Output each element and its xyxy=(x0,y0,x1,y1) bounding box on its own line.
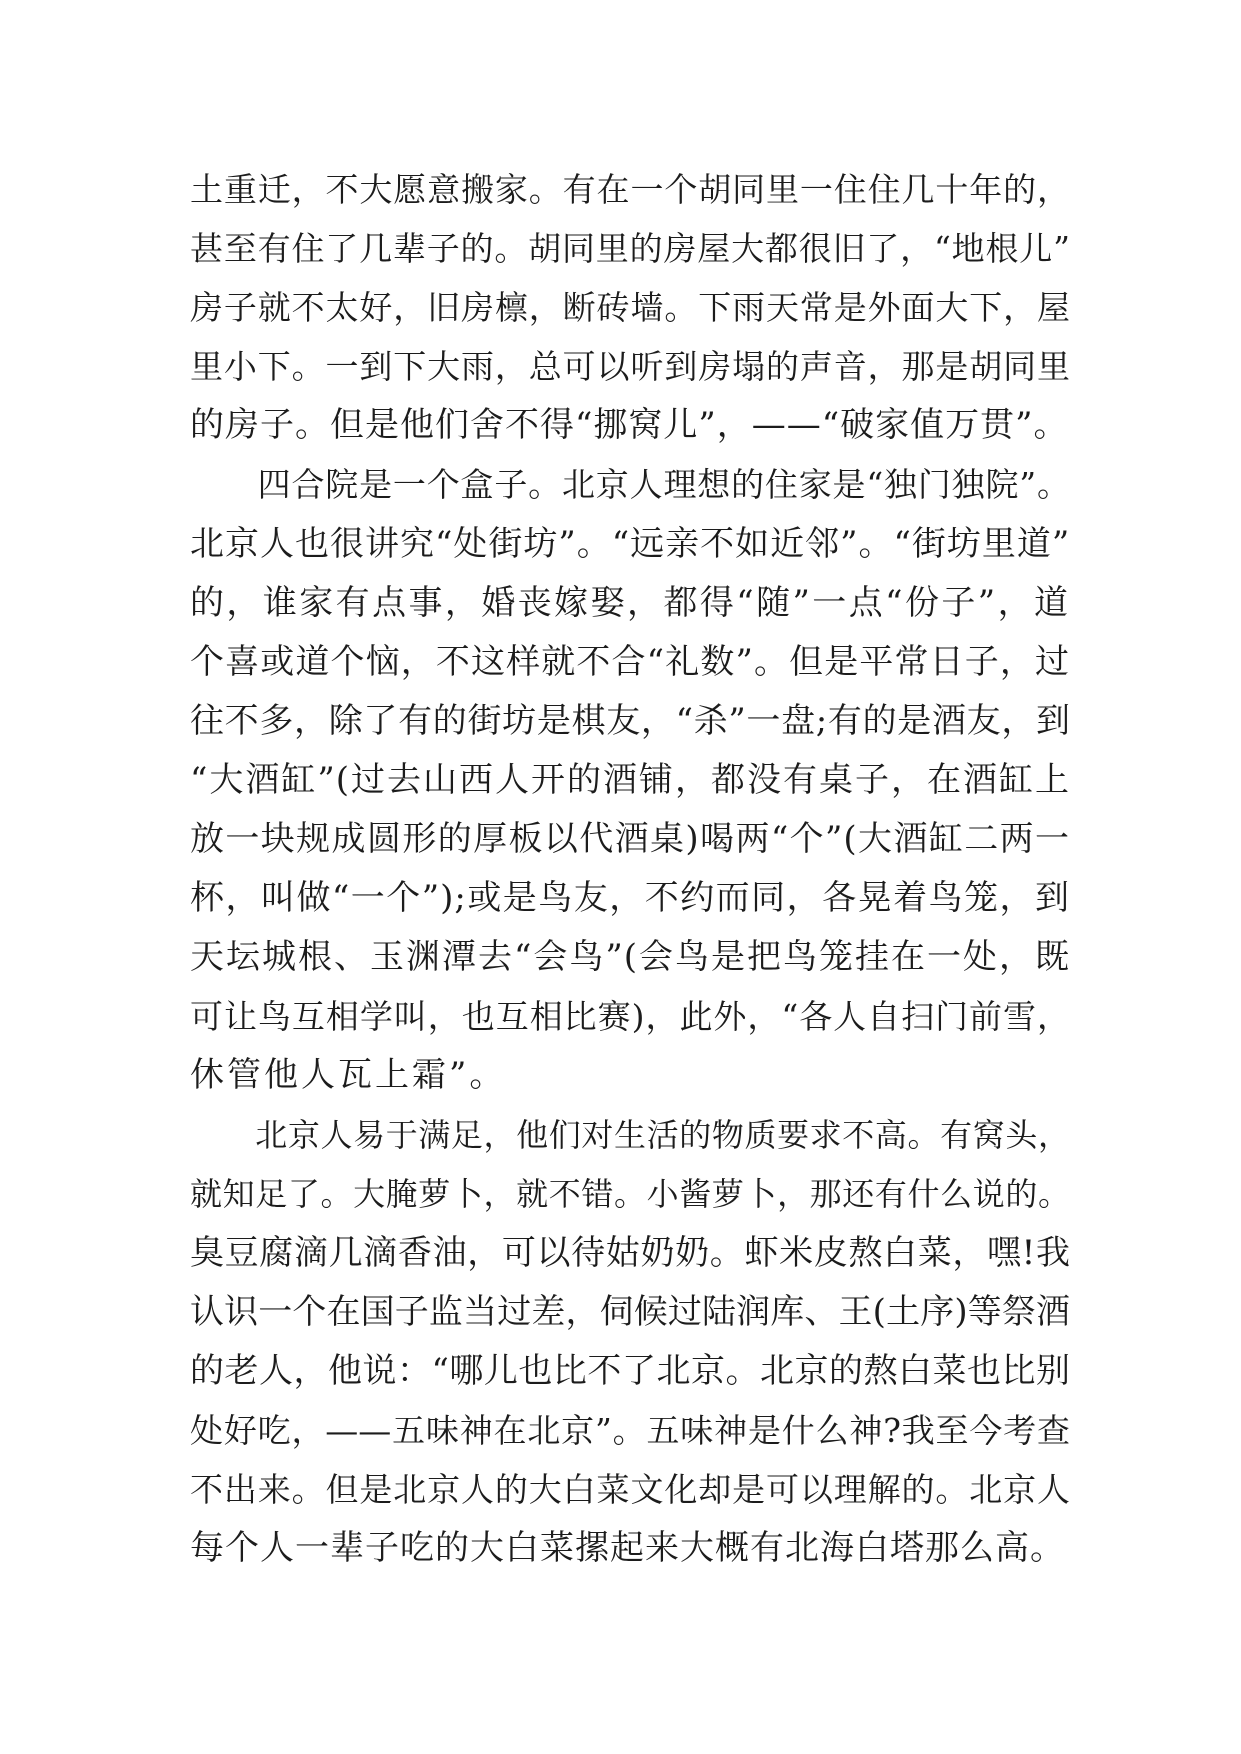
text-line: 天坛城根、玉渊潭去“会鸟”(会鸟是把鸟笼挂在一处，既 xyxy=(190,937,1070,978)
text-line: 往不多，除了有的街坊是棋友，“杀”一盘;有的是酒友，到 xyxy=(190,700,1070,741)
text-line: 每个人一辈子吃的大白菜摞起来大概有北海白塔那么高。 xyxy=(190,1528,1065,1569)
paragraph-start-line: 北京人易于满足，他们对生活的物质要求不高。有窝头， xyxy=(190,1115,1070,1154)
paragraph-start-line: 四合院是一个盒子。北京人理想的住家是“独门独院”。 xyxy=(190,465,1070,505)
text-line: 土重迁，不大愿意搬家。有在一个胡同里一住住几十年的， xyxy=(190,170,1070,209)
text-line: 可让鸟互相学叫，也互相比赛)，此外，“各人自扫门前雪， xyxy=(190,997,1070,1037)
text-line: 放一块规成圆形的厚板以代酒桌)喝两“个”(大酒缸二两一 xyxy=(190,819,1070,860)
text-line: 臭豆腐滴几滴香油，可以待姑奶奶。虾米皮熬白菜，嘿!我 xyxy=(190,1232,1070,1273)
text-line: 房子就不太好，旧房檩，断砖墙。下雨天常是外面大下，屋 xyxy=(190,288,1070,328)
text-line: 认识一个在国子监当过差，伺候过陆润库、王(土序)等祭酒 xyxy=(190,1291,1070,1332)
text-line: 休管他人瓦上霜”。 xyxy=(190,1055,507,1096)
text-line: 里小下。一到下大雨，总可以听到房塌的声音，那是胡同里 xyxy=(190,347,1070,387)
text-line: 北京人也很讲究“处街坊”。“远亲不如近邻”。“街坊里道” xyxy=(190,523,1071,564)
text-line: 的老人，他说：“哪儿也比不了北京。北京的熬白菜也比别 xyxy=(190,1350,1070,1391)
text-line: 甚至有住了几辈子的。胡同里的房屋大都很旧了，“地根儿” xyxy=(190,229,1070,269)
text-line: 杯，叫做“一个”);或是鸟友，不约而同，各晃着鸟笼，到 xyxy=(190,878,1070,919)
text-line: “大酒缸”(过去山西人开的酒铺，都没有桌子，在酒缸上 xyxy=(190,759,1070,800)
text-line: 处好吃，——五味神在北京”。五味神是什么神?我至今考查 xyxy=(190,1410,1070,1450)
text-line: 的房子。但是他们舍不得“挪窝儿”，——“破家值万贯”。 xyxy=(190,405,1069,446)
text-line: 就知足了。大腌萝卜，就不错。小酱萝卜，那还有什么说的。 xyxy=(190,1174,1070,1213)
body-text xyxy=(190,160,1070,1578)
text-line: 的，谁家有点事，婚丧嫁娶，都得“随”一点“份子”，道 xyxy=(190,582,1070,623)
text-line: 不出来。但是北京人的大白菜文化却是可以理解的。北京人 xyxy=(190,1470,1070,1510)
text-line: 个喜或道个恼，不这样就不合“礼数”。但是平常日子，过 xyxy=(190,641,1070,682)
